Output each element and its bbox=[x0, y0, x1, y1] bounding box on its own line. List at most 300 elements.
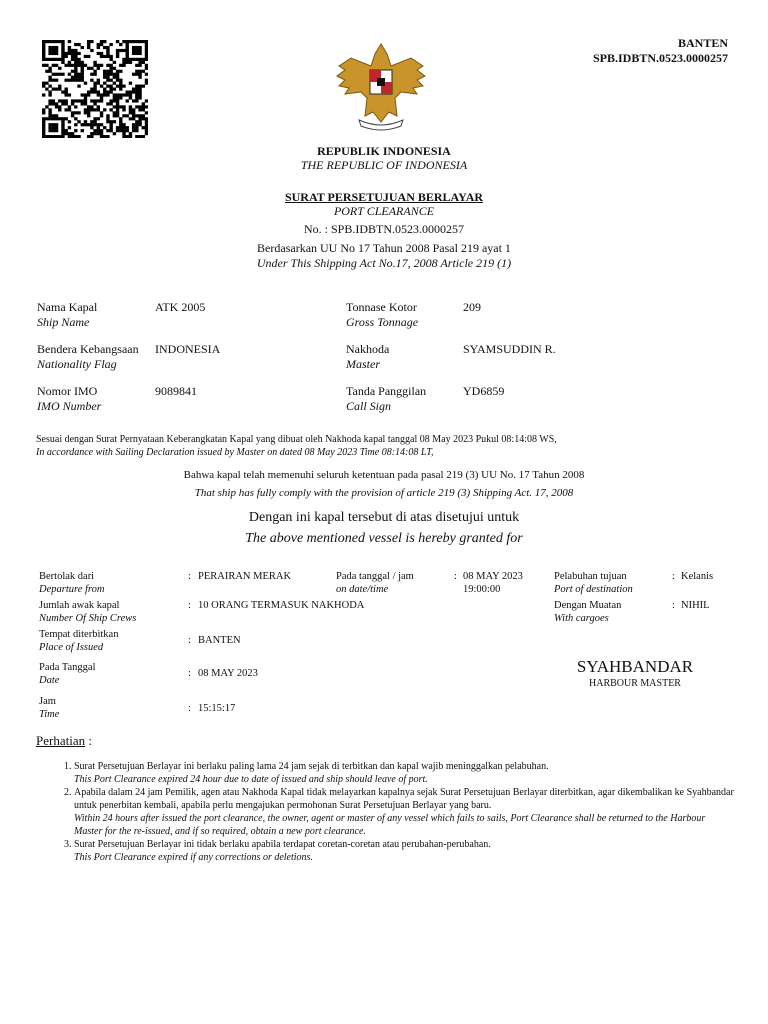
qr-module bbox=[55, 129, 58, 132]
qr-module bbox=[132, 111, 135, 114]
qr-module bbox=[45, 105, 48, 108]
qr-module bbox=[145, 43, 148, 46]
qr-module bbox=[61, 73, 64, 76]
qr-module bbox=[106, 135, 109, 138]
qr-module bbox=[48, 111, 51, 114]
qr-module bbox=[90, 88, 93, 91]
qr-module bbox=[42, 108, 45, 111]
qr-module bbox=[87, 123, 90, 126]
qr-module bbox=[138, 108, 141, 111]
qr-module bbox=[116, 85, 119, 88]
qr-module bbox=[103, 135, 106, 138]
qr-module bbox=[61, 129, 64, 132]
qr-module bbox=[135, 88, 138, 91]
qr-module bbox=[106, 90, 109, 93]
qr-module bbox=[45, 64, 48, 67]
qr-module bbox=[45, 82, 48, 85]
qr-module bbox=[138, 49, 141, 52]
qr-module bbox=[145, 129, 148, 132]
crew-value: 10 ORANG TERMASUK NAKHODA bbox=[198, 600, 365, 611]
qr-module bbox=[55, 88, 58, 91]
qr-module bbox=[97, 79, 100, 82]
qr-module bbox=[122, 129, 125, 132]
qr-module bbox=[84, 123, 87, 126]
qr-module bbox=[87, 55, 90, 58]
qr-module bbox=[84, 64, 87, 67]
qr-module bbox=[100, 96, 103, 99]
qr-module bbox=[93, 90, 96, 93]
qr-module bbox=[55, 64, 58, 67]
qr-module bbox=[119, 117, 122, 120]
qr-module bbox=[109, 43, 112, 46]
qr-module bbox=[116, 52, 119, 55]
qr-module bbox=[61, 49, 64, 52]
qr-module bbox=[71, 49, 74, 52]
qr-module bbox=[135, 40, 138, 43]
qr-module bbox=[97, 46, 100, 49]
qr-module bbox=[97, 123, 100, 126]
qr-module bbox=[138, 52, 141, 55]
qr-module bbox=[90, 73, 93, 76]
qr-module bbox=[52, 49, 55, 52]
compliance-text-en: That ship has fully comply with the provision of article 219 (3) Shipping Act. 17, 2008 bbox=[194, 487, 574, 499]
departure-colon: : bbox=[188, 571, 191, 582]
qr-module bbox=[100, 123, 103, 126]
qr-module bbox=[106, 93, 109, 96]
qr-module bbox=[100, 99, 103, 102]
qr-module bbox=[119, 85, 122, 88]
qr-module bbox=[116, 99, 119, 102]
qr-module bbox=[113, 132, 116, 135]
qr-module bbox=[138, 120, 141, 123]
qr-module bbox=[58, 85, 61, 88]
qr-module bbox=[42, 117, 45, 120]
qr-module bbox=[87, 67, 90, 70]
qr-module bbox=[42, 129, 45, 132]
qr-module bbox=[81, 64, 84, 67]
qr-module bbox=[113, 105, 116, 108]
qr-module bbox=[61, 123, 64, 126]
qr-module bbox=[42, 55, 45, 58]
qr-module bbox=[129, 82, 132, 85]
qr-module bbox=[97, 129, 100, 132]
qr-module bbox=[77, 111, 80, 114]
qr-module bbox=[42, 123, 45, 126]
qr-module bbox=[58, 105, 61, 108]
qr-module bbox=[132, 49, 135, 52]
qr-module bbox=[97, 105, 100, 108]
qr-module bbox=[93, 70, 96, 73]
qr-module bbox=[61, 99, 64, 102]
qr-module bbox=[119, 123, 122, 126]
qr-module bbox=[90, 108, 93, 111]
qr-module bbox=[106, 129, 109, 132]
qr-module bbox=[135, 96, 138, 99]
qr-module bbox=[119, 64, 122, 67]
qr-module bbox=[145, 52, 148, 55]
document-title-en: PORT CLEARANCE bbox=[333, 204, 435, 218]
qr-module bbox=[135, 73, 138, 76]
qr-module bbox=[64, 102, 67, 105]
qr-module bbox=[81, 123, 84, 126]
compliance-text: Bahwa kapal telah memenuhi seluruh ketentuan pada pasal 219 (3) UU No. 17 Tahun 2008 bbox=[183, 469, 585, 481]
qr-module bbox=[48, 123, 51, 126]
qr-module bbox=[93, 108, 96, 111]
destination-value: Kelanis bbox=[681, 571, 714, 582]
qr-module bbox=[109, 108, 112, 111]
qr-module bbox=[138, 40, 141, 43]
issued-date-value: 08 MAY 2023 bbox=[198, 668, 258, 679]
qr-module bbox=[42, 58, 45, 61]
list-item: 1. Surat Persetujuan Berlayar ini berlaku paling lama 24 jam sejak di terbitkan dan kapal wajib meninggalkan pelabuhan. This Port Clearance expired 24 hour due to date of issued and ship should leave of port. bbox=[74, 760, 736, 786]
qr-module bbox=[109, 85, 112, 88]
qr-module bbox=[126, 61, 129, 64]
qr-module bbox=[106, 85, 109, 88]
qr-module bbox=[48, 76, 51, 79]
qr-module bbox=[113, 73, 116, 76]
qr-module bbox=[93, 120, 96, 123]
qr-module bbox=[64, 52, 67, 55]
qr-module bbox=[68, 73, 71, 76]
qr-module bbox=[145, 40, 148, 43]
qr-module bbox=[100, 93, 103, 96]
qr-module bbox=[132, 117, 135, 120]
qr-module bbox=[138, 93, 141, 96]
qr-module bbox=[126, 129, 129, 132]
qr-module bbox=[68, 132, 71, 135]
qr-module bbox=[87, 111, 90, 114]
qr-module bbox=[109, 70, 112, 73]
qr-module bbox=[97, 52, 100, 55]
qr-module bbox=[68, 126, 71, 129]
qr-module bbox=[138, 85, 141, 88]
qr-module bbox=[97, 90, 100, 93]
qr-module bbox=[103, 46, 106, 49]
harbour-master-title: SYAHBANDAR bbox=[576, 657, 694, 676]
qr-module bbox=[109, 73, 112, 76]
qr-module bbox=[142, 114, 145, 117]
destination-label: Pelabuhan tujuan Port of destination bbox=[554, 571, 633, 595]
ship-name-label: Nama Kapal Ship Name bbox=[37, 300, 98, 329]
qr-module bbox=[55, 114, 58, 117]
qr-module bbox=[61, 120, 64, 123]
qr-module bbox=[48, 129, 51, 132]
qr-module bbox=[135, 99, 138, 102]
garuda-emblem bbox=[331, 36, 431, 136]
qr-module bbox=[129, 90, 132, 93]
qr-module bbox=[58, 58, 61, 61]
qr-module bbox=[64, 108, 67, 111]
qr-module bbox=[132, 108, 135, 111]
qr-module bbox=[103, 108, 106, 111]
cargo-label: Dengan Muatan With cargoes bbox=[554, 600, 622, 624]
qr-module bbox=[106, 55, 109, 58]
qr-module bbox=[74, 64, 77, 67]
crew-colon: : bbox=[188, 600, 191, 611]
qr-module bbox=[90, 90, 93, 93]
qr-module bbox=[74, 99, 77, 102]
qr-module bbox=[71, 76, 74, 79]
qr-module bbox=[90, 49, 93, 52]
qr-module bbox=[132, 114, 135, 117]
qr-module bbox=[97, 132, 100, 135]
qr-module bbox=[97, 99, 100, 102]
qr-module bbox=[126, 58, 129, 61]
qr-module bbox=[142, 70, 145, 73]
qr-module bbox=[42, 49, 45, 52]
qr-module bbox=[129, 132, 132, 135]
departure-label: Bertolak dari Departure from bbox=[39, 571, 105, 595]
gross-tonnage-label: Tonnase Kotor Gross Tonnage bbox=[346, 300, 419, 329]
qr-module bbox=[145, 58, 148, 61]
qr-module bbox=[74, 105, 77, 108]
qr-module bbox=[103, 126, 106, 129]
qr-module bbox=[52, 135, 55, 138]
qr-module bbox=[45, 88, 48, 91]
qr-module bbox=[42, 132, 45, 135]
header-right bbox=[593, 36, 728, 66]
qr-module bbox=[116, 49, 119, 52]
ship-name-value: ATK 2005 bbox=[155, 300, 206, 314]
qr-module bbox=[113, 120, 116, 123]
qr-module bbox=[42, 43, 45, 46]
qr-module bbox=[142, 105, 145, 108]
qr-module bbox=[52, 52, 55, 55]
qr-module bbox=[109, 58, 112, 61]
qr-module bbox=[106, 52, 109, 55]
qr-module bbox=[48, 99, 51, 102]
qr-module bbox=[135, 85, 138, 88]
qr-module bbox=[122, 93, 125, 96]
qr-module bbox=[132, 99, 135, 102]
qr-module bbox=[129, 117, 132, 120]
qr-module bbox=[93, 85, 96, 88]
qr-module bbox=[77, 64, 80, 67]
qr-module bbox=[55, 58, 58, 61]
qr-module bbox=[100, 64, 103, 67]
qr-module bbox=[48, 93, 51, 96]
qr-module bbox=[116, 111, 119, 114]
qr-module bbox=[100, 85, 103, 88]
qr-module bbox=[58, 99, 61, 102]
qr-module bbox=[100, 40, 103, 43]
qr-module bbox=[142, 135, 145, 138]
qr-module bbox=[48, 90, 51, 93]
qr-module bbox=[64, 79, 67, 82]
qr-module bbox=[71, 79, 74, 82]
qr-module bbox=[142, 117, 145, 120]
qr-module bbox=[119, 88, 122, 91]
qr-module bbox=[84, 93, 87, 96]
qr-module bbox=[48, 79, 51, 82]
imo-label: Nomor IMO IMO Number bbox=[37, 384, 102, 413]
qr-module bbox=[55, 52, 58, 55]
qr-module bbox=[52, 58, 55, 61]
qr-module bbox=[71, 58, 74, 61]
qr-module bbox=[122, 64, 125, 67]
qr-module bbox=[68, 52, 71, 55]
qr-module bbox=[135, 46, 138, 49]
qr-module bbox=[87, 108, 90, 111]
on-date-value: 08 MAY 2023 19:00:00 bbox=[463, 571, 523, 595]
qr-module bbox=[122, 40, 125, 43]
gross-tonnage-value: 209 bbox=[463, 300, 481, 314]
qr-module bbox=[122, 123, 125, 126]
qr-module bbox=[74, 61, 77, 64]
qr-module bbox=[77, 79, 80, 82]
qr-module bbox=[48, 85, 51, 88]
master-label: Nakhoda Master bbox=[346, 342, 390, 371]
qr-module bbox=[68, 46, 71, 49]
on-date-label: Pada tanggal / jam on date/time bbox=[336, 571, 414, 595]
qr-module bbox=[90, 99, 93, 102]
qr-module bbox=[138, 114, 141, 117]
qr-module bbox=[77, 120, 80, 123]
qr-module bbox=[71, 111, 74, 114]
legal-basis-en: Under This Shipping Act No.17, 2008 Article 219 (1) bbox=[256, 256, 512, 270]
qr-module bbox=[119, 96, 122, 99]
qr-module bbox=[84, 82, 87, 85]
qr-module bbox=[55, 46, 58, 49]
qr-module bbox=[93, 99, 96, 102]
qr-module bbox=[138, 76, 141, 79]
qr-module bbox=[68, 40, 71, 43]
qr-module bbox=[97, 93, 100, 96]
qr-module bbox=[132, 129, 135, 132]
qr-module bbox=[132, 52, 135, 55]
qr-module bbox=[106, 73, 109, 76]
qr-module bbox=[74, 67, 77, 70]
qr-module bbox=[126, 43, 129, 46]
qr-module bbox=[81, 129, 84, 132]
qr-module bbox=[142, 40, 145, 43]
qr-module bbox=[48, 126, 51, 129]
qr-module bbox=[48, 117, 51, 120]
qr-module bbox=[90, 132, 93, 135]
qr-module bbox=[93, 132, 96, 135]
qr-module bbox=[135, 135, 138, 138]
qr-module bbox=[129, 58, 132, 61]
issued-date-colon: : bbox=[188, 668, 191, 679]
issued-place-label: Tempat diterbitkan Place of Issued bbox=[39, 629, 119, 653]
qr-module bbox=[52, 99, 55, 102]
qr-module bbox=[84, 108, 87, 111]
qr-module bbox=[64, 55, 67, 58]
qr-module bbox=[135, 52, 138, 55]
qr-module bbox=[71, 64, 74, 67]
issued-time-colon: : bbox=[188, 703, 191, 714]
qr-module bbox=[129, 93, 132, 96]
qr-module bbox=[90, 67, 93, 70]
qr-module bbox=[113, 93, 116, 96]
qr-module bbox=[55, 40, 58, 43]
call-sign-value: YD6859 bbox=[463, 384, 505, 398]
qr-module bbox=[74, 43, 77, 46]
qr-module bbox=[64, 129, 67, 132]
qr-module bbox=[45, 40, 48, 43]
qr-module bbox=[135, 126, 138, 129]
qr-module bbox=[119, 105, 122, 108]
qr-module bbox=[145, 132, 148, 135]
qr-module bbox=[106, 76, 109, 79]
qr-module bbox=[135, 123, 138, 126]
qr-module bbox=[113, 61, 116, 64]
imo-value: 9089841 bbox=[155, 384, 197, 398]
qr-module bbox=[119, 79, 122, 82]
qr-module bbox=[68, 120, 71, 123]
departure-value: PERAIRAN MERAK bbox=[198, 571, 292, 582]
qr-module bbox=[61, 58, 64, 61]
issued-place-colon: : bbox=[188, 635, 191, 646]
qr-module bbox=[138, 58, 141, 61]
qr-module bbox=[81, 99, 84, 102]
qr-module bbox=[126, 90, 129, 93]
qr-module bbox=[113, 82, 116, 85]
qr-module bbox=[71, 70, 74, 73]
qr-module bbox=[122, 85, 125, 88]
qr-module bbox=[55, 102, 58, 105]
qr-module bbox=[116, 93, 119, 96]
qr-module bbox=[42, 93, 45, 96]
qr-module bbox=[81, 61, 84, 64]
qr-module bbox=[100, 55, 103, 58]
qr-module bbox=[113, 76, 116, 79]
qr-module bbox=[64, 93, 67, 96]
qr-module bbox=[138, 73, 141, 76]
qr-module bbox=[52, 123, 55, 126]
qr-module bbox=[64, 132, 67, 135]
qr-module bbox=[42, 85, 45, 88]
cargo-colon: : bbox=[672, 600, 675, 611]
qr-module bbox=[64, 64, 67, 67]
qr-module bbox=[135, 129, 138, 132]
qr-module bbox=[74, 129, 77, 132]
qr-module bbox=[119, 129, 122, 132]
qr-module bbox=[81, 46, 84, 49]
qr-module bbox=[68, 108, 71, 111]
qr-module bbox=[55, 126, 58, 129]
qr-module bbox=[87, 90, 90, 93]
qr-module bbox=[100, 132, 103, 135]
qr-module bbox=[119, 70, 122, 73]
qr-module bbox=[77, 52, 80, 55]
qr-module bbox=[145, 67, 148, 70]
qr-module bbox=[93, 73, 96, 76]
qr-module bbox=[61, 61, 64, 64]
declaration-text-en: In accordance with Sailing Declaration issued by Master on dated 08 May 2023 Time 08:14:08 LT, bbox=[36, 447, 434, 458]
qr-module bbox=[68, 79, 71, 82]
qr-module bbox=[93, 88, 96, 91]
qr-module bbox=[74, 58, 77, 61]
qr-module bbox=[52, 126, 55, 129]
qr-module bbox=[106, 102, 109, 105]
flag-value: INDONESIA bbox=[155, 342, 221, 356]
qr-module bbox=[138, 61, 141, 64]
qr-module bbox=[55, 79, 58, 82]
qr-module bbox=[71, 55, 74, 58]
qr-module bbox=[142, 126, 145, 129]
qr-module bbox=[55, 73, 58, 76]
qr-module bbox=[103, 93, 106, 96]
qr-module bbox=[74, 79, 77, 82]
qr-module bbox=[100, 114, 103, 117]
qr-module bbox=[109, 90, 112, 93]
qr-module bbox=[135, 90, 138, 93]
qr-module bbox=[113, 99, 116, 102]
qr-module bbox=[145, 120, 148, 123]
list-item: 3. Surat Persetujuan Berlayar ini tidak berlaku apabila terdapat coretan-coretan atau perubahan-perubahan. This Port Clearance expired if any corrections or deletions. bbox=[74, 838, 736, 864]
qr-module bbox=[48, 114, 51, 117]
